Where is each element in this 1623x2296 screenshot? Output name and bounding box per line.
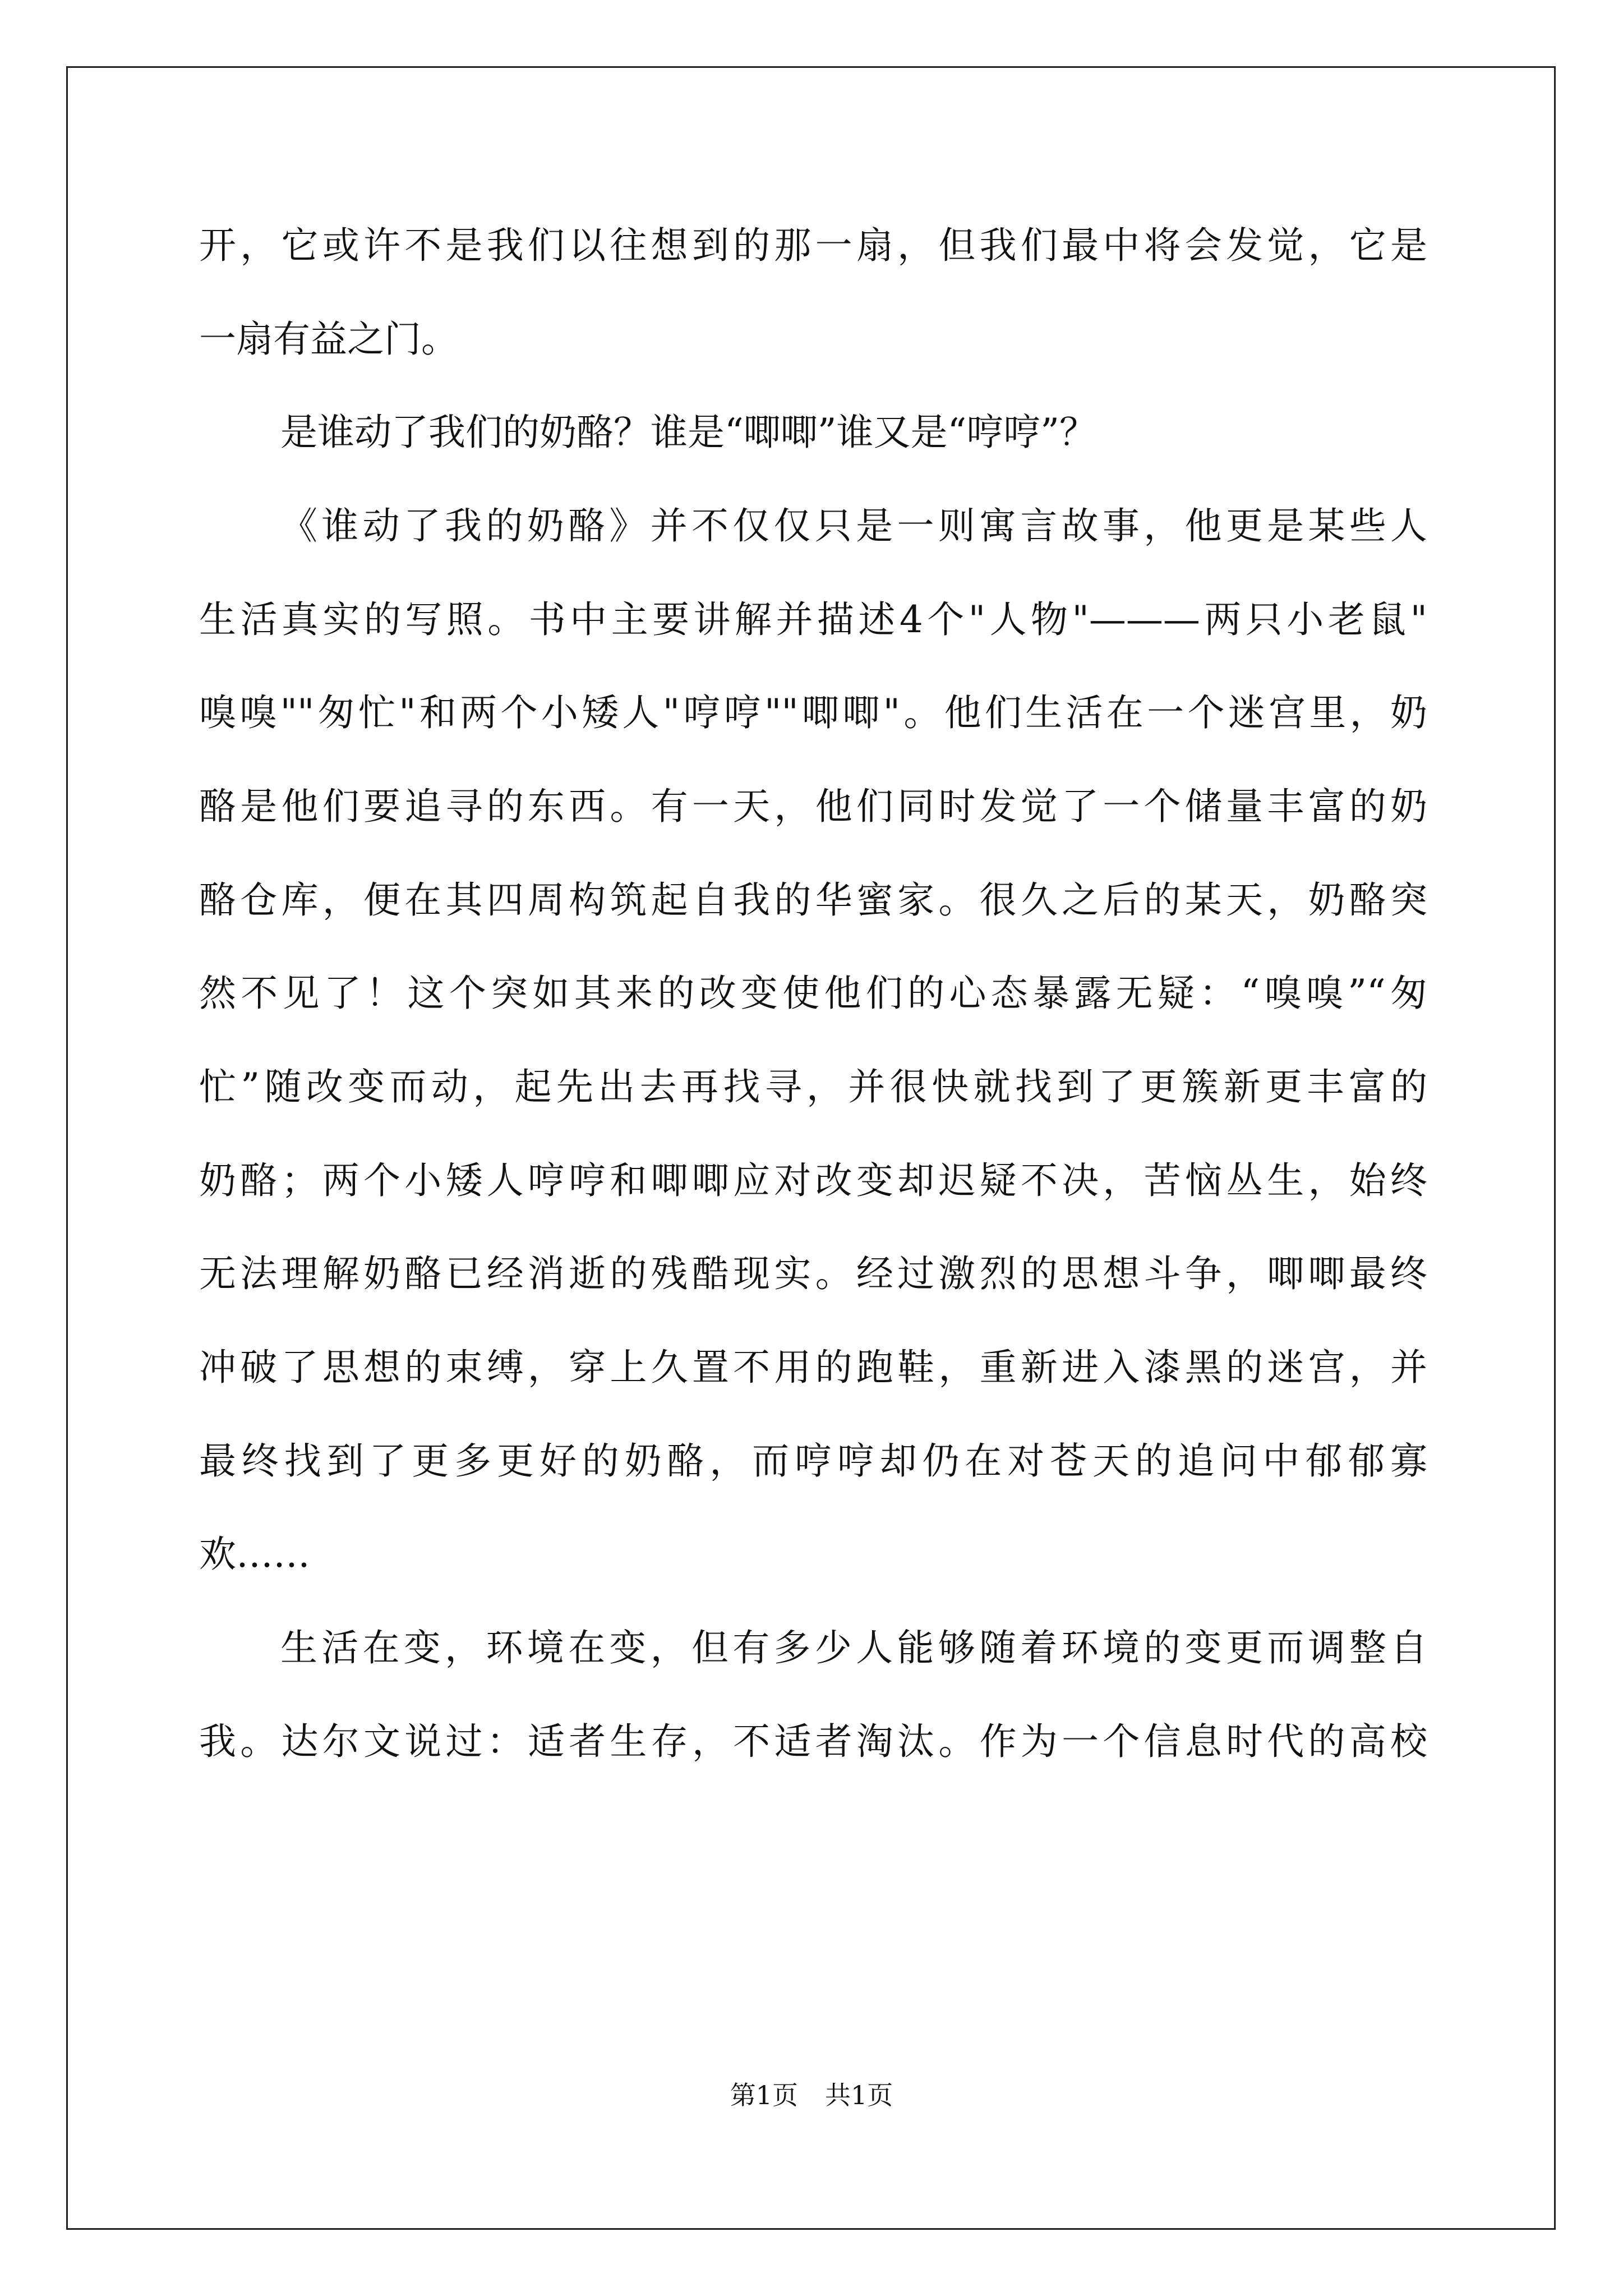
paragraph-line: 开，它或许不是我们以往想到的那一扇，但我们最中将会发觉，它是: [199, 224, 1427, 267]
paragraph-line: 一扇有益之门。: [199, 318, 458, 361]
paragraph-line: 生活真实的写照。书中主要讲解并描述4个"人物"———两只小老鼠": [199, 598, 1427, 641]
paragraph-line: 我。达尔文说过：适者生存，不适者淘汰。作为一个信息时代的高校: [199, 1720, 1427, 1763]
paragraph-line: 奶酪；两个小矮人哼哼和唧唧应对改变却迟疑不决，苦恼丛生，始终: [199, 1159, 1427, 1202]
paragraph-line: 最终找到了更多更好的奶酪，而哼哼却仍在对苍天的追问中郁郁寡: [199, 1439, 1427, 1483]
page-footer: [0, 2078, 1623, 2112]
paragraph-line: 酪是他们要追寻的东西。有一天，他们同时发觉了一个储量丰富的奶: [199, 785, 1427, 828]
paragraph-line: 《谁动了我的奶酪》并不仅仅只是一则寓言故事，他更是某些人: [280, 504, 1427, 547]
page-number-current: 第1页: [730, 2080, 798, 2110]
paragraph-line: 欢……: [199, 1533, 310, 1576]
paragraph-line: 生活在变，环境在变，但有多少人能够随着环境的变更而调整自: [280, 1626, 1427, 1669]
page-border: [66, 66, 1556, 2230]
page-number-total: 共1页: [825, 2080, 893, 2110]
paragraph-line: 嗅嗅""匆忙"和两个小矮人"哼哼""唧唧"。他们生活在一个迷宫里，奶: [199, 691, 1427, 734]
paragraph-line: 忙”随改变而动，起先出去再找寻，并很快就找到了更簇新更丰富的: [199, 1065, 1427, 1108]
paragraph-line: 无法理解奶酪已经消逝的残酷现实。经过激烈的思想斗争，唧唧最终: [199, 1252, 1427, 1295]
paragraph-line: 酪仓库，便在其四周构筑起自我的华蜜家。很久之后的某天，奶酪突: [199, 878, 1427, 922]
paragraph-line: 然不见了！这个突如其来的改变使他们的心态暴露无疑：“嗅嗅”“匆: [199, 972, 1427, 1015]
paragraph-line: 是谁动了我们的奶酪？谁是“唧唧”谁又是“哼哼”？: [280, 411, 1096, 454]
paragraph-line: 冲破了思想的束缚，穿上久置不用的跑鞋，重新进入漆黑的迷宫，并: [199, 1346, 1427, 1389]
